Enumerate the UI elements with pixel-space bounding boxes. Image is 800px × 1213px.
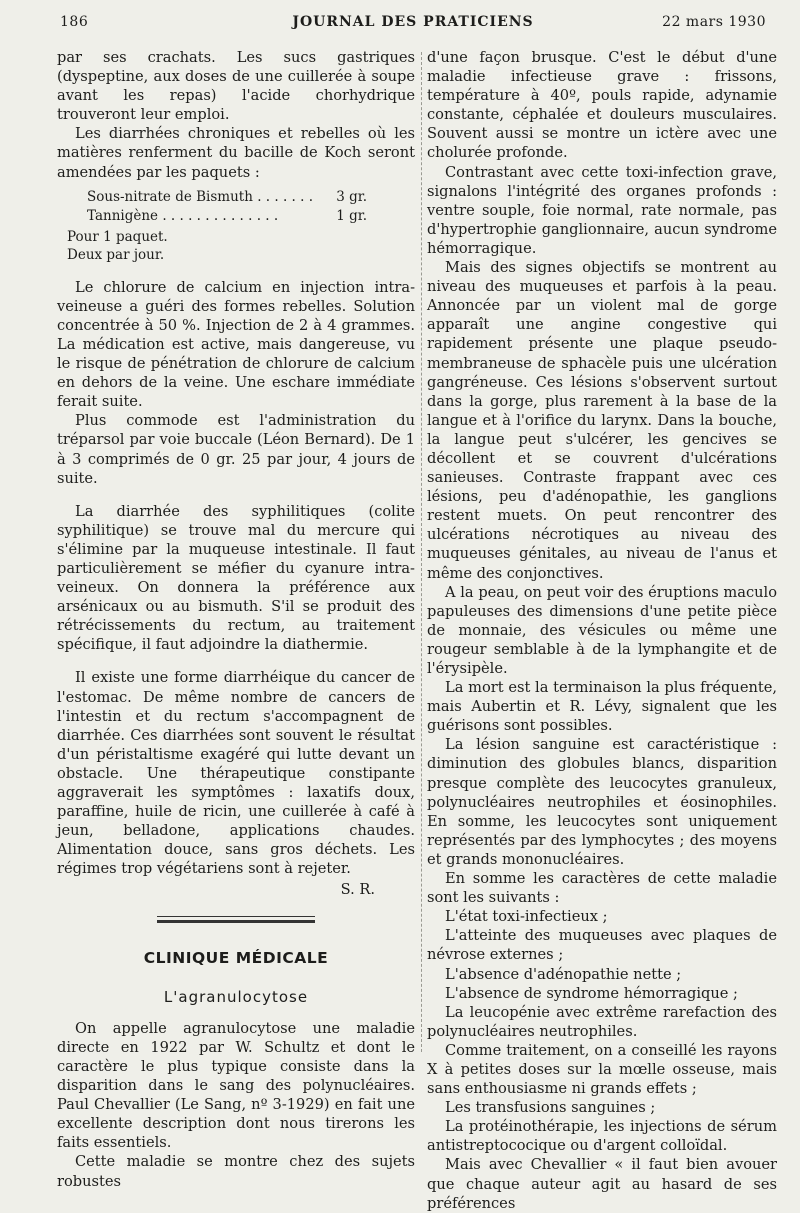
list-item: L'absence de syndrome hémorragique ; (445, 984, 738, 1002)
list-item: L'état toxi-infectieux ; (445, 908, 608, 926)
formula-row (87, 188, 367, 207)
column-divider (421, 52, 422, 1052)
journal-title: JOURNAL DES PRATICIENS (292, 14, 534, 30)
dosage-line: Deux par jour. (67, 246, 165, 263)
paragraph: Les transfusions sanguines ; (445, 1099, 656, 1117)
section-title: CLINIQUE MÉDICALE (143, 948, 329, 967)
paragraph: Mais des signes objectifs se montrent au niveau des muqueuses et parfois à la peau. Annoncée par un violent mal de gorge apparaît une angine congestive qui rapidement présente une plaque pseudo-membraneuse de sphacèle puis une ulcération gangréneuse. Ces lésions s'observent surtout dans la gorge, plus rarement à la base de la langue et à l'orifice du larynx. Dans la bouche, la langue peut s'ulcérer, les gencives se décollent et se couvrent d'ulcérations sanieuses. Contraste frappant avec ces lésions, peu d'adénopathie, les ganglions restent muets. On peut rencontrer des ulcérations nécrotiques au niveau des muqueuses génitales, au niveau de l'anus et même des conjonctives. (427, 259, 777, 582)
page-number: 186 (60, 14, 89, 30)
list-item: L'absence d'adénopathie nette ; (445, 965, 682, 983)
paragraph: A la peau, on peut voir des éruptions maculo papuleuses des dimensions d'une petite pièce de monnaie, des vésicules ou même une rougeur semblable à de la lymphangite et de l'érysipèle. (427, 583, 777, 677)
paragraph: Comme traitement, on a conseillé les rayons X à petites doses sur la mœlle osseuse, mais sans enthousiasme ni grands effets ; (427, 1041, 777, 1098)
article-title: L'agranulocytose (163, 987, 309, 1006)
paragraph: Les diarrhées chroniques et rebelles où les matières renferment du bacille de Koch seront amendées par les paquets : (57, 125, 415, 181)
paragraph: La diarrhée des syphilitiques (colite syphilitique) se trouve mal du mercure qui s'élimine par la muqueuse intestinale. Il faut particulièrement se méfier du cyanure intra-veineux. On donnera la préférence aux arsénicaux ou au bismuth. S'il se produit des rétrécissements du rectum, au traitement spécifique, il faut adjoindre la diathermie. (57, 502, 415, 654)
paragraph: Plus commode est l'administration du tréparsol par voie buccale (Léon Bernard). De 1 à 3 comprimés de 0 gr. 25 par jour, 4 jours de suite. (57, 412, 415, 487)
dosage-line: Pour 1 paquet. (67, 228, 168, 245)
paragraph: En somme les caractères de cette maladie sont les suivants : (427, 870, 777, 907)
paragraph: La protéinothérapie, les injections de sérum antistreptococique ou d'argent colloïdal. (427, 1118, 777, 1155)
paragraph: La lésion sanguine est caractéristique : diminution des globules blancs, disparition presque complète des leucocytes granuleux, polynucléaires neutrophiles et éosinophiles. En somme, les leucocytes sont uniquement représentés par des lymphocytes ; des moyens et grands mononucléaires. (427, 736, 777, 868)
formula-quantity: 1 gr. (336, 207, 367, 224)
author-signature: S. R. (340, 881, 375, 899)
paragraph: d'une façon brusque. C'est le début d'une maladie infectieuse grave : frissons, température à 40º, pouls rapide, adynamie constante, céphalée et douleurs musculaires. Souvent aussi se montre un ictère avec une cholurée profonde. (427, 49, 777, 162)
issue-date: 22 mars 1930 (662, 14, 766, 30)
section-separator (157, 916, 315, 923)
left-column (57, 48, 415, 1191)
list-item: La leucopénie avec extrême rarefaction des polynucléaires neutrophiles. (427, 1003, 777, 1040)
paragraph: Contrastant avec cette toxi-infection grave, signalons l'intégrité des organes profonds : ventre souple, foie normal, rate normale, pas d'hypertrophie ganglionnaire, aucun syndrome hémorragique. (427, 163, 777, 257)
formula-ingredient: Tannigène . . . . . . . . . . . . . . (87, 207, 279, 224)
paragraph: Mais avec Chevallier « il faut bien avouer que chaque auteur agit au hasard de ses préférences (427, 1156, 777, 1212)
right-column (427, 48, 777, 1213)
list-item: L'atteinte des muqueuses avec plaques de névrose externes ; (427, 927, 777, 964)
paragraph: La mort est la terminaison la plus fréquente, mais Aubertin et R. Lévy, signalent que les guérisons sont possibles. (427, 679, 777, 735)
paragraph: On appelle agranulocytose une maladie directe en 1922 par W. Schultz et dont le caractère le plus typique consiste dans la disparition dans le sang des polynucléaires. Paul Chevallier (Le Sang, nº 3-1929) en fait une excellente description dont nous tirerons les faits essentiels. (57, 1019, 415, 1152)
formula-quantity: 3 gr. (336, 188, 367, 205)
prescription-formula (87, 188, 415, 226)
paragraph: Le chlorure de calcium en injection intra-veineuse a guéri des formes rebelles. Solution concentrée à 50 %. Injection de 2 à 4 grammes. La médication est active, mais dangereuse, vu le risque de pénétration de chlorure de calcium en dehors de la veine. Une eschare immédiate ferait suite. (57, 278, 415, 411)
formula-row (87, 207, 367, 226)
paragraph: Il existe une forme diarrhéique du cancer de l'estomac. De même nombre de cancers de l'intestin et du rectum s'accompagnent de diarrhée. Ces diarrhées sont souvent le résultat d'un péristaltisme exagéré qui lutte devant un obstacle. Une thérapeutique constipante aggraverait les symptômes : laxatifs doux, paraffine, huile de ricin, une cuillerée à café à jeun, belladone, applications chaudes. Alimentation douce, sans gros déchets. Les régimes trop végétariens sont à rejeter. (57, 669, 415, 878)
paragraph: par ses crachats. Les sucs gastriques (dyspeptine, aux doses de une cuillerée à soupe avant les repas) l'acide chorhydrique trouveront leur emploi. (57, 49, 415, 124)
paragraph: Cette maladie se montre chez des sujets robustes (57, 1153, 415, 1190)
page-header (60, 14, 766, 36)
formula-ingredient: Sous-nitrate de Bismuth . . . . . . . (87, 188, 313, 205)
